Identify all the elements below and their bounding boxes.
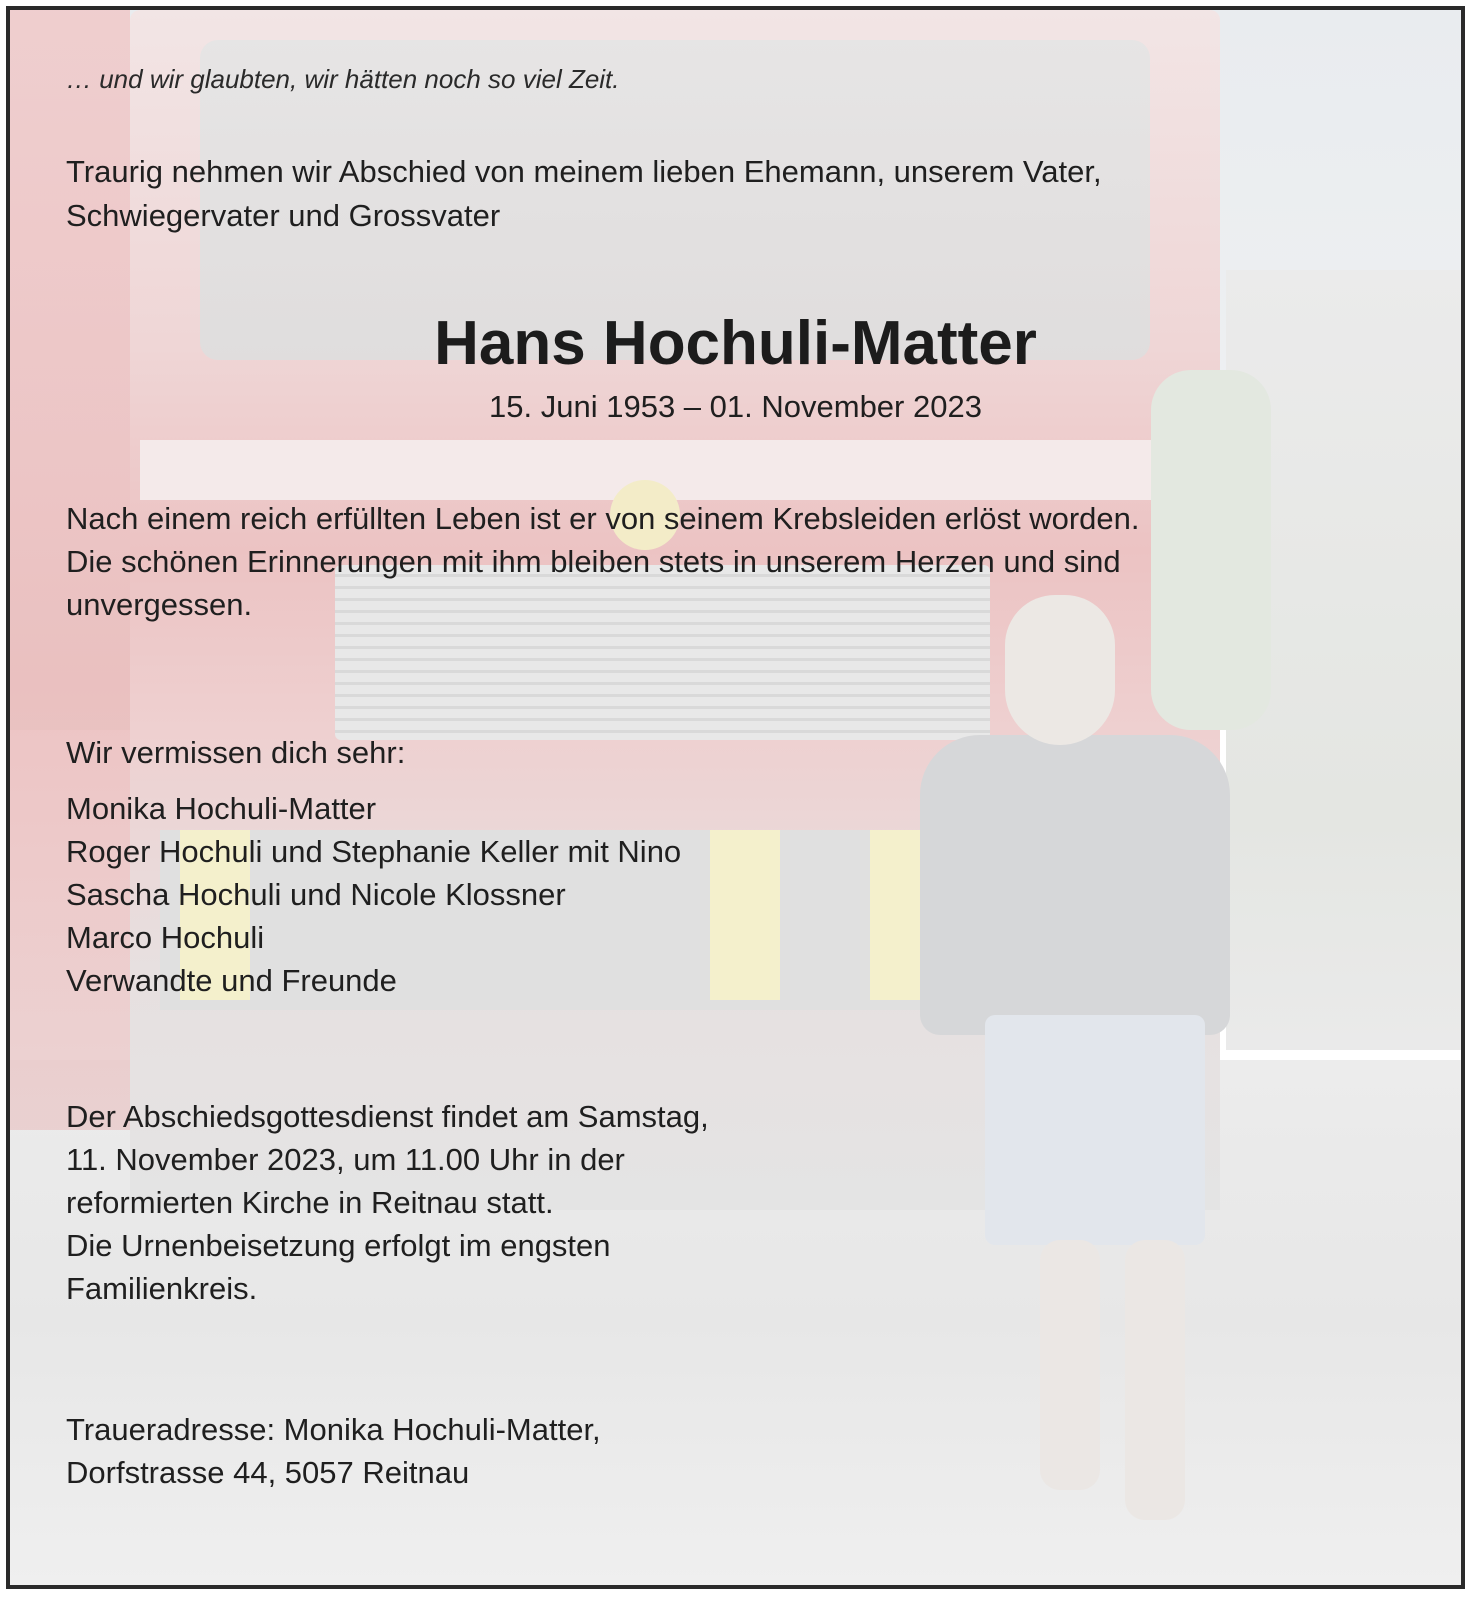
opening-quote: … und wir glaubten, wir hätten noch so viel Zeit.	[66, 64, 620, 94]
intro-line: Traurig nehmen wir Abschied von meinem lieben Ehemann, unserem Vater,	[66, 154, 1102, 189]
message-line: unvergessen.	[66, 587, 253, 622]
service-line: 11. November 2023, um 11.00 Uhr in der	[66, 1142, 625, 1177]
obituary-content	[10, 10, 1461, 1585]
mourner-item: Monika Hochuli-Matter	[66, 791, 377, 826]
mourner-item: Sascha Hochuli und Nicole Klossner	[66, 877, 566, 912]
service-line: Der Abschiedsgottesdienst findet am Samstag,	[66, 1099, 709, 1134]
message-line: Nach einem reich erfüllten Leben ist er von seinem Krebsleiden erlöst worden.	[66, 501, 1140, 536]
obituary-frame	[6, 6, 1465, 1589]
mourners-heading: Wir vermissen dich sehr:	[66, 735, 406, 770]
service-text	[66, 1095, 709, 1310]
mourners-list	[66, 787, 681, 1002]
address-line: Dorfstrasse 44, 5057 Reitnau	[66, 1455, 470, 1490]
intro-text	[66, 150, 1102, 238]
message-text	[66, 497, 1140, 626]
mourning-address	[66, 1408, 601, 1494]
mourner-item: Roger Hochuli und Stephanie Keller mit Nino	[66, 834, 682, 869]
address-line: Traueradresse: Monika Hochuli-Matter,	[66, 1412, 601, 1447]
intro-line: Schwiegervater und Grossvater	[66, 198, 501, 233]
mourner-item: Verwandte und Freunde	[66, 963, 397, 998]
service-line: Die Urnenbeisetzung erfolgt im engsten	[66, 1228, 611, 1263]
deceased-name: Hans Hochuli-Matter	[434, 309, 1037, 378]
mourner-item: Marco Hochuli	[66, 920, 265, 955]
life-dates: 15. Juni 1953 – 01. November 2023	[489, 389, 982, 424]
message-line: Die schönen Erinnerungen mit ihm bleiben stets in unserem Herzen und sind	[66, 544, 1121, 579]
service-line: Familienkreis.	[66, 1271, 258, 1306]
service-line: reformierten Kirche in Reitnau statt.	[66, 1185, 554, 1220]
